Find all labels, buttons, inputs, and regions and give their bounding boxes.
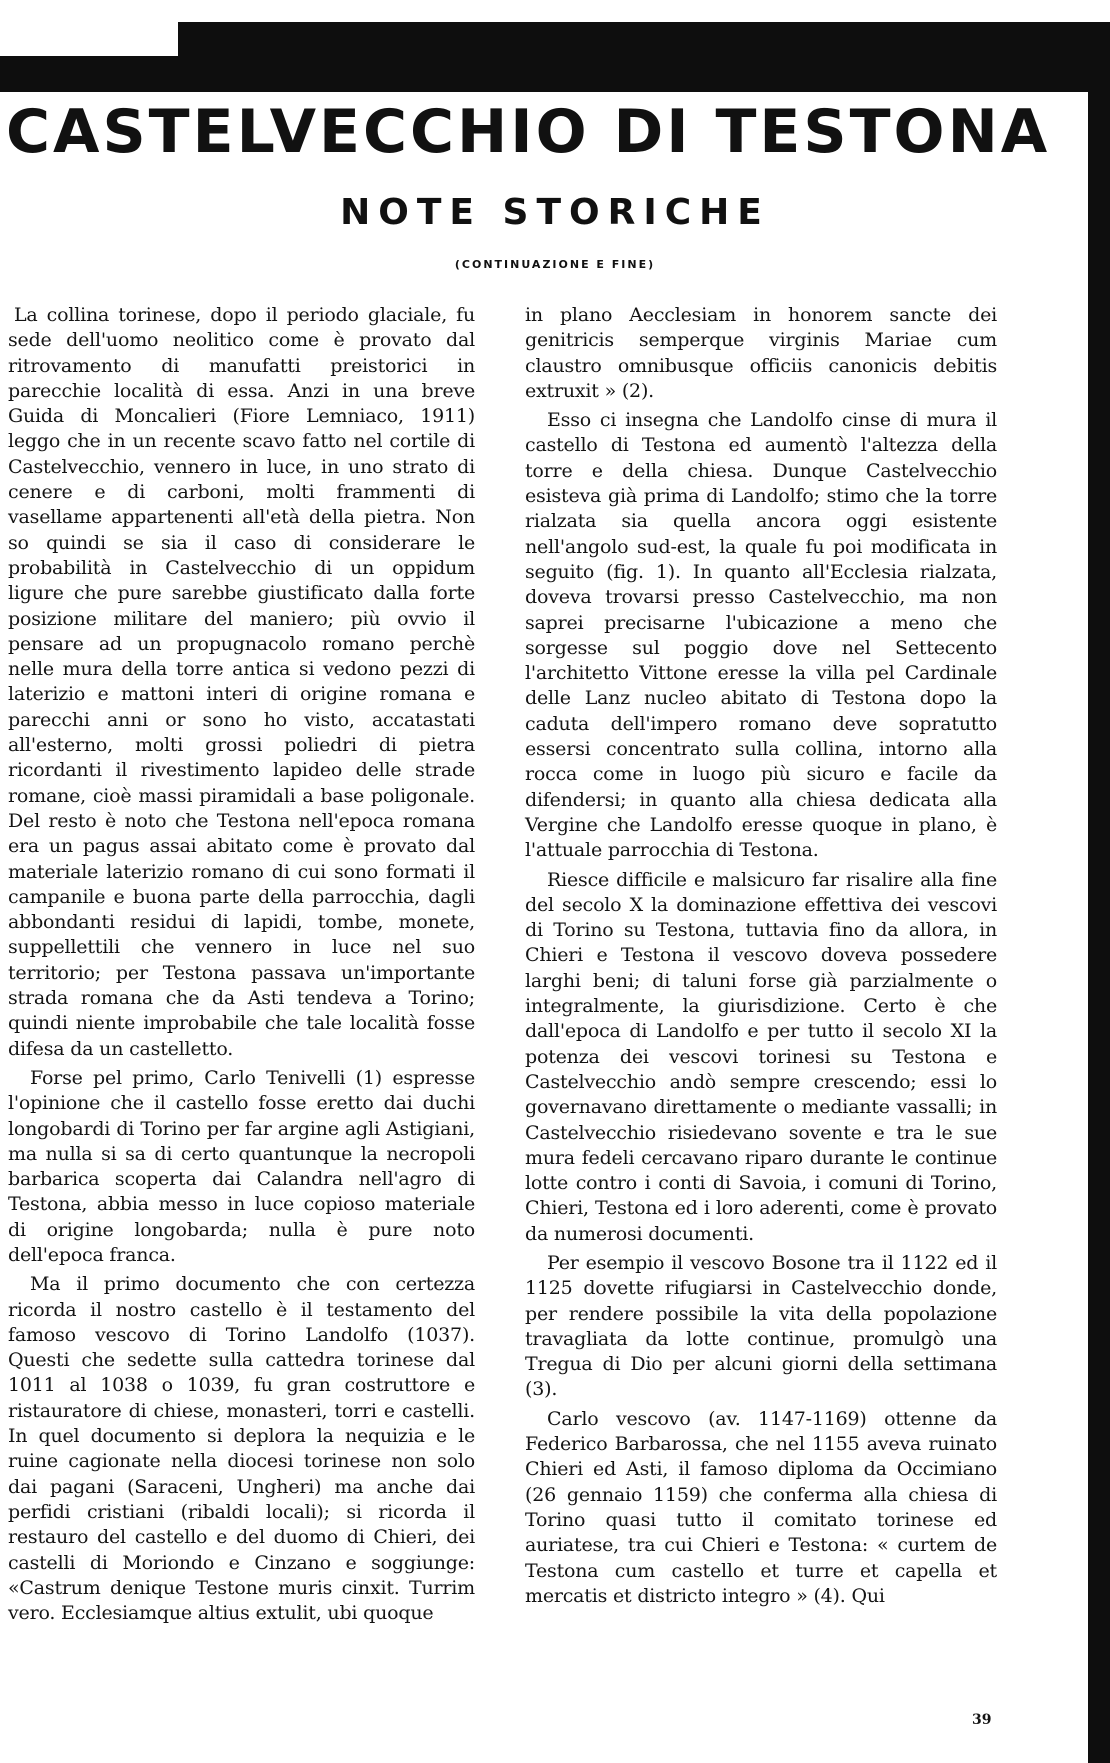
- paragraph: Per esempio il vescovo Bosone tra il 1122 ed il 1125 dovette rifugiarsi in Castelvecchio donde, per rendere possibile la vita della popolazione travagliata da lotte continue, promulgò una Tregua di Dio per alcuni giorni della settimana (3).: [525, 1251, 997, 1401]
- paragraph: Forse pel primo, Carlo Tenivelli (1) espresse l'opinione che il castello fosse eretto dai duchi longobardi di Torino per far argine agli Astigiani, ma nulla si sa di certo quantunque la necropoli barbarica scoperta dai Calandra nell'agro di Testona, abbia messo in luce copioso materiale di origine longobarda; nulla è pure noto dell'epoca franca.: [8, 1066, 475, 1266]
- article-subtitle: NOTE STORICHE: [340, 192, 770, 233]
- paragraph: Carlo vescovo (av. 1147-1169) ottenne da Federico Barbarossa, che nel 1155 aveva ruinato Chieri ed Asti, il famoso diploma da Occimiano (26 gennaio 1159) che conferma alla chiesa di Torino quasi tutto il comitato torinese ed auriatese, tra cui Chieri e Testona: « curtem de Testona cum castello et turre et capella et mercatis et districto integro » (4). Qui: [525, 1407, 997, 1607]
- paragraph: Riesce difficile e malsicuro far risalire alla fine del secolo X la dominazione effettiva dei vescovi di Torino su Testona, tuttavia fino da allora, in Chieri e Testona il vescovo doveva possedere larghi beni; di taluni forse già parzialmente o integralmente, la giurisdizione. Certo è che dall'epoca di Landolfo e per tutto il secolo XI la potenza dei vescovi torinesi su Testona e Castelvecchio andò sempre crescendo; essi lo governavano direttamente o mediante vassalli; in Castelvecchio risiedevano sovente e tra le sue mura fedeli cercavano riparo durante le continue lotte contro i conti di Savoia, i comuni di Torino, Chieri, Testona ed i loro aderenti, come è provato da numerosi documenti.: [525, 868, 997, 1245]
- paragraph: Esso ci insegna che Landolfo cinse di mura il castello di Testona ed aumentò l'altezza della torre e della chiesa. Dunque Castelvecchio esisteva già prima di Landolfo; stimo che la torre rialzata sia quella ancora oggi esistente nell'angolo sud-est, la quale fu poi modificata in seguito (fig. 1). In quanto all'Ecclesia rialzata, doveva trovarsi presso Castelvecchio, ma non saprei precisarne l'ubicazione a meno che sorgesse sul poggio dove nel Settecento l'architetto Vittone eresse la villa pel Cardinale delle Lanz nucleo abitato di Testona dopo la caduta dell'impero romano deve sopratutto essersi concentrato sulla collina, intorno alla rocca come in luogo più sicuro e facile da difendersi; in quanto alla chiesa dedicata alla Vergine che Landolfo eresse quoque in plano, è l'attuale parrocchia di Testona.: [525, 409, 997, 862]
- paragraph: La collina torinese, dopo il periodo glaciale, fu sede dell'uomo neolitico come è provato dal ritrovamento di manufatti preistorici in parecchie località di essa. Anzi in una breve Guida di Moncalieri (Fiore Lemniaco, 1911) leggo che in un recente scavo fatto nel cortile di Castelvecchio, vennero in luce, in uno strato di cenere e di carboni, molti frammenti di vasellame appartenenti all'età della pietra. Non so quindi se sia il caso di considerare le probabilità in Castelvecchio di un oppidum ligure che pure sarebbe giustificato dalla forte posizione militare del maniero; più ovvio il pensare ad un propugnacolo romano perchè nelle mura della torre antica si vedono pezzi di laterizio e mattoni interi di origine romana e parecchi anni or sono ho visto, accatastati all'esterno, molti grossi poliedri di pietra ricordanti il rivestimento lapideo delle strade romane, cioè massi piramidali a base poligonale. Del resto è noto che Testona nell'epoca romana era un pagus assai abitato come è provato dal materiale laterizio romano di cui sono formati il campanile e buona parte della parrocchia, dagli abbondanti residui di lapidi, tombe, monete, suppellettili che vennero in luce nel suo territorio; per Testona passava un'importante strada romana che da Asti tendeva a Torino; quindi niente improbabile che tale località fosse difesa da un castelletto.: [8, 304, 475, 1060]
- paragraph: Ma il primo documento che con certezza ricorda il nostro castello è il testamento del famoso vescovo di Torino Landolfo (1037). Questi che sedette sulla cattedra torinese dal 1011 al 1038 o 1039, fu gran costruttore e ristauratore di chiese, monasteri, torri e castelli. In quel documento si deplora la nequizia e le ruine cagionate nella diocesi torinese non solo dai pagani (Saraceni, Ungheri) ma anche dai perfidi cristiani (ribaldi locali); si ricorda il restauro del castello e del duomo di Chieri, dei castelli di Moriondo e Cinzano e soggiunge: «Castrum denique Testone muris cinxit. Turrim vero. Ecclesiamque altius extulit, ubi quoque: [8, 1273, 475, 1625]
- header-black-band-left: [0, 56, 190, 92]
- right-column: [525, 303, 997, 1609]
- scan-right-edge: [1088, 22, 1110, 1763]
- article-title: CASTELVECCHIO DI TESTONA: [6, 97, 1051, 167]
- left-column: [8, 303, 475, 1626]
- page-number: 39: [972, 1712, 992, 1728]
- continuation-note: (CONTINUAZIONE E FINE): [454, 258, 656, 271]
- paragraph: in plano Aecclesiam in honorem sancte dei genitricis semperque virginis Mariae cum claustro omnibusque officiis canonicis debitis extruxit » (2).: [525, 304, 997, 402]
- header-black-band: [178, 22, 1110, 92]
